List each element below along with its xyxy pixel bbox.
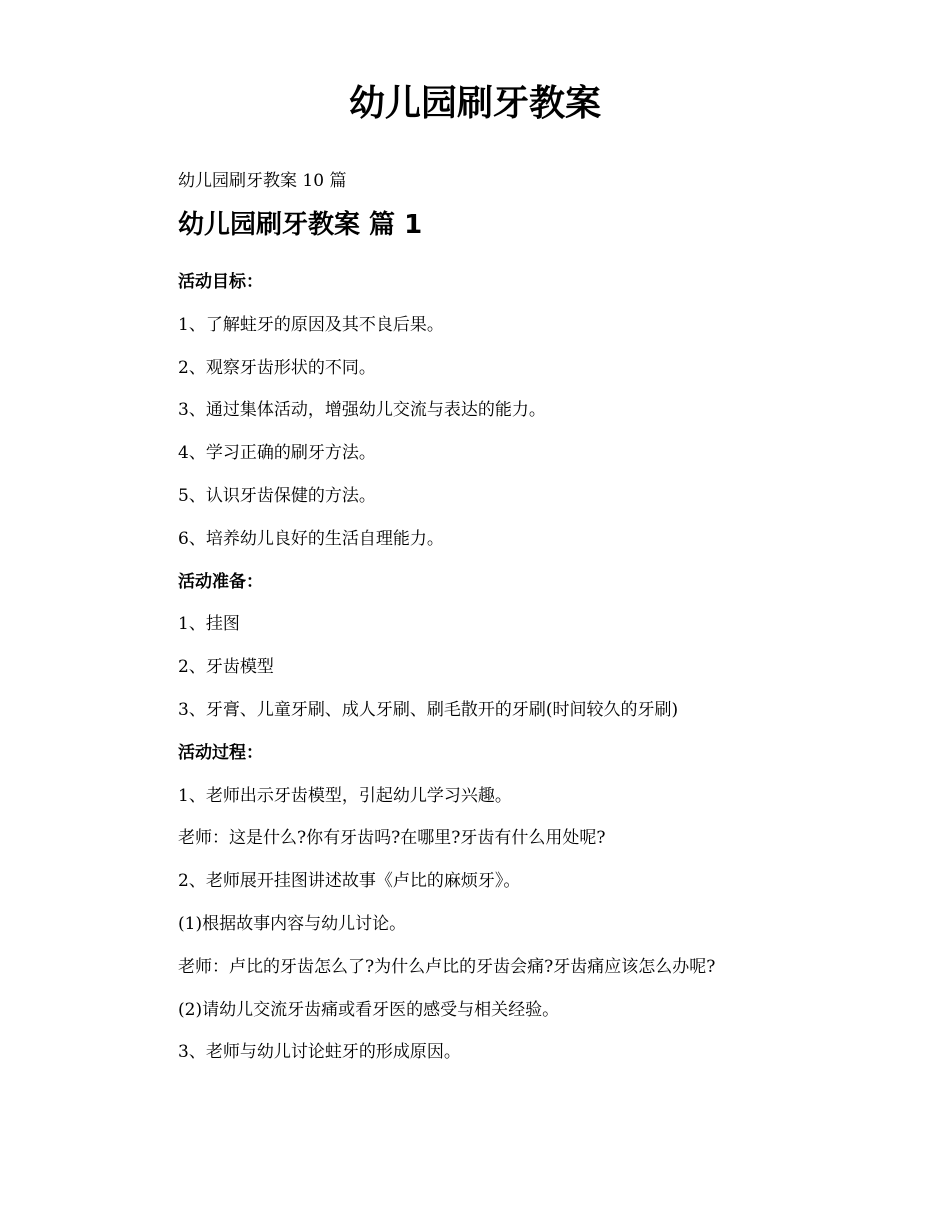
document-body (178, 168, 878, 1082)
paragraph: 4、学习正确的刷牙方法。 (178, 443, 376, 464)
paragraph: 2、牙齿模型 (178, 657, 274, 678)
paragraph: 6、培养幼儿良好的生活自理能力。 (178, 528, 444, 549)
paragraph: 3、通过集体活动，增强幼儿交流与表达的能力。 (178, 400, 546, 421)
paragraph: (1)根据故事内容与幼儿讨论。 (178, 913, 407, 934)
paragraph: 1、了解蛀牙的原因及其不良后果。 (178, 314, 444, 335)
paragraph: 5、认识牙齿保健的方法。 (178, 485, 376, 506)
paragraph: (2)请幼儿交流牙齿痛或看牙医的感受与相关经验。 (178, 999, 560, 1020)
document-subtitle: 幼儿园刷牙教案 10 篇 (178, 171, 347, 191)
section-heading: 幼儿园刷牙教案 篇 1 (178, 210, 423, 240)
paragraph: 1、挂图 (178, 614, 240, 635)
document-title: 幼儿园刷牙教案 (348, 83, 601, 124)
paragraph: 活动准备： (178, 571, 263, 592)
paragraph: 1、老师出示牙齿模型，引起幼儿学习兴趣。 (178, 785, 512, 806)
paragraph: 老师：卢比的牙齿怎么了?为什么卢比的牙齿会痛?牙齿痛应该怎么办呢? (178, 956, 716, 977)
paragraph: 3、老师与幼儿讨论蛀牙的形成原因。 (178, 1042, 461, 1063)
paragraph: 老师：这是什么?你有牙齿吗?在哪里?牙齿有什么用处呢? (178, 828, 606, 849)
paragraph: 2、老师展开挂图讲述故事《卢比的麻烦牙》。 (178, 871, 521, 892)
paragraph: 2、观察牙齿形状的不同。 (178, 357, 376, 378)
paragraph: 活动目标： (178, 272, 263, 292)
paragraph: 活动过程： (178, 742, 263, 763)
paragraph: 3、牙膏、儿童牙刷、成人牙刷、刷毛散开的牙刷(时间较久的牙刷) (178, 699, 679, 720)
